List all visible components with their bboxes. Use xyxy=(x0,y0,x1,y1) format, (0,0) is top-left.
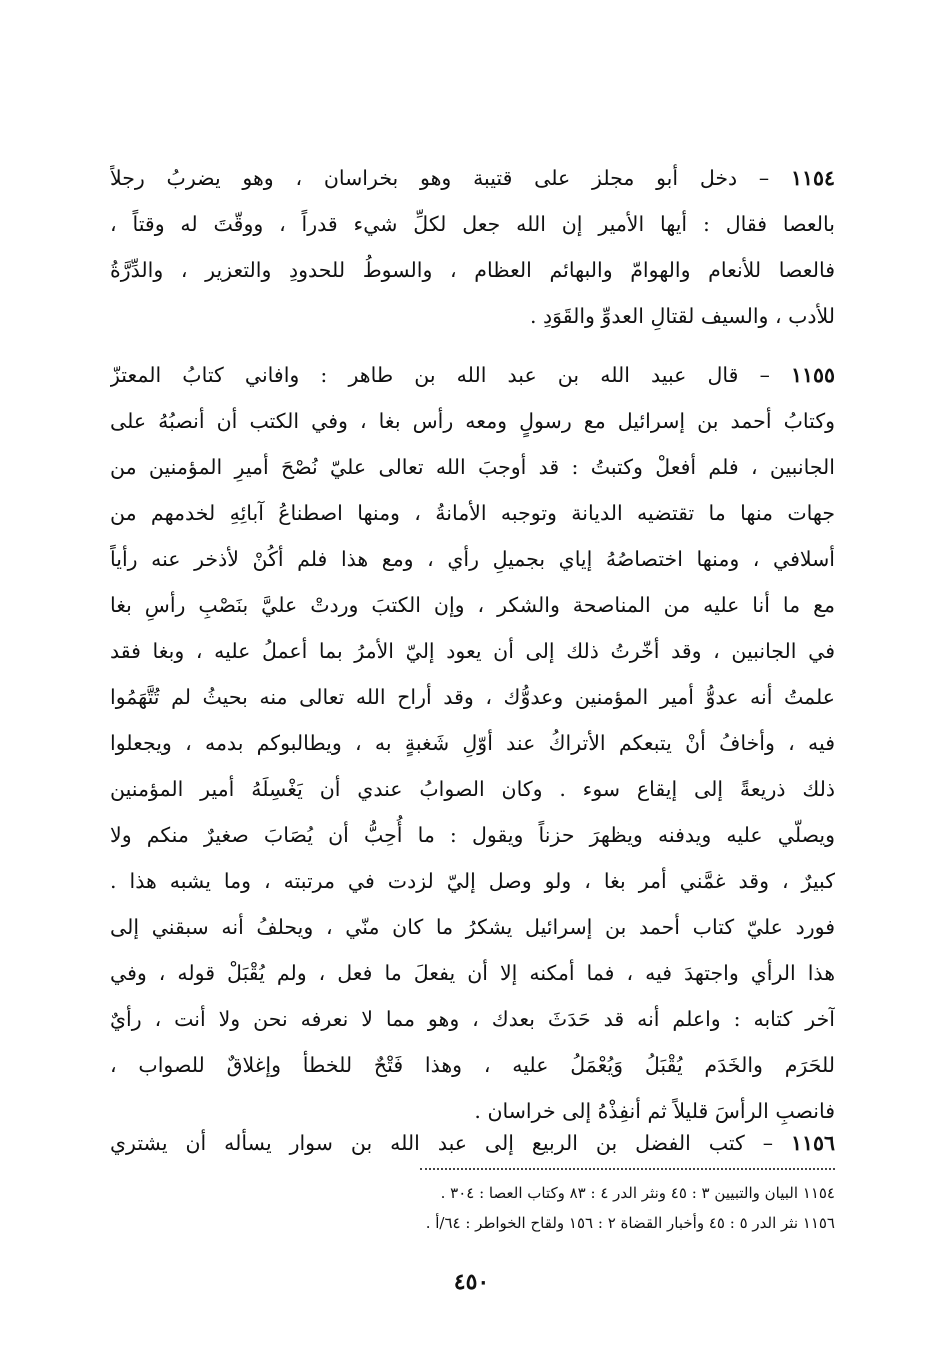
footnote: ١١٥٦ نثر الدر ٥ : ٤٥ وأخبار القضاة ٢ : ١٥٦ ولقاح الخواطر : ٦٤/أ . xyxy=(425,1214,835,1232)
paragraph-1155 xyxy=(110,352,835,1134)
paragraph-number: ١١٥٥ xyxy=(790,363,835,387)
paragraph-line: هذا الرأي واجتهدَ فيه ، فما أمكنه إلا أن يفعلَ ما فعل ، ولم يُقْبَلْ قوله ، وفي xyxy=(110,961,835,985)
paragraph-line: جهات منها ما تقتضيه الديانة وتوجبه الأمانةُ ، ومنها اصطناعُ آبائِهِ لخدمهم من xyxy=(110,501,835,525)
paragraph-line: فورد عليّ كتاب أحمد بن إسرائيل يشكرُ ما كان منّي ، ويحلفُ أنه سبقني إلى xyxy=(110,915,835,939)
paragraph-line xyxy=(110,155,835,201)
paragraph-line: للحَرَم والخَدَم يُقْبَلُ وَيُعْمَلُ عليه ، وهذا فَتْحٌ للخطأ وإغلاقٌ للصواب ، xyxy=(110,1053,835,1077)
paragraph-line xyxy=(110,1120,835,1166)
paragraph-line: ذلك ذريعةً إلى إيقاع سوء . وكان الصوابُ عندي أن يَغْسِلَهُ أمير المؤمنين xyxy=(110,777,835,801)
paragraph-line: فانصبِ الرأسَ قليلاً ثم أنفِذْهُ إلى خراسان . xyxy=(474,1099,835,1123)
paragraph-line: كبيرٌ ، وقد غمَّني أمر بغا ، ولو وصل إليّ لزدت في مرتبته ، وما يشبه هذا . xyxy=(110,869,835,893)
paragraph-line xyxy=(110,352,835,398)
paragraph-line: وكتابُ أحمد بن إسرائيل مع رسولٍ ومعه رأس بغا ، وفي الكتب أن أنصبُهُ على xyxy=(110,409,835,433)
paragraph-line: بالعصا فقال : أيها الأمير إن الله جعل لكلِّ شيء قدراً ، ووقّتَ له وقتاً ، xyxy=(110,212,835,236)
paragraph-line-text: قال عبيد الله بن عبد الله بن طاهر : وافاني كتابُ المعتزّ xyxy=(110,363,739,387)
paragraph-line: في الجانبين ، وقد أخّرتُ ذلك إلى أن يعود إليّ الأمرُ بما أعملُ عليه ، وبغا فقد xyxy=(110,639,835,663)
paragraph-line: للأدب ، والسيف لقتالِ العدوِّ والقَوَدِ . xyxy=(529,304,835,328)
paragraph-line: آخر كتابه : واعلم أنه قد حَدَثَ بعدك ، وهو مما لا نعرفه نحن ولا أنت ، رأيٌ xyxy=(110,1007,835,1031)
paragraph-line: مع ما أنا عليه من المناصحة والشكر ، وإن الكتبَ وردتْ عليَّ بنَصْبِ رأسِ بغا xyxy=(110,593,835,617)
paragraph-line: فالعصا للأنعام والهوامّ والبهائم العظام ، والسوطُ للحدودِ والتعزير ، والدِّرَّةُ xyxy=(110,258,835,282)
paragraph-1154 xyxy=(110,155,835,339)
paragraph-line: الجانبين ، فلم أفعلْ وكتبتُ : قد أوجبَ الله تعالى عليّ نُصْحَ أميرِ المؤمنين من xyxy=(110,455,835,479)
paragraph-dash: – xyxy=(744,1131,791,1155)
footnotes xyxy=(200,1178,835,1238)
paragraph-number: ١١٥٤ xyxy=(790,166,835,190)
paragraph-line-text: كتب الفضل بن الربيع إلى عبد الله بن سوار يسأله أن يشتري xyxy=(110,1131,745,1155)
paragraph-number: ١١٥٦ xyxy=(790,1131,835,1155)
footnote: ١١٥٤ البيان والتبيين ٣ : ٤٥ ونثر الدر ٤ : ٨٣ وكتاب العصا : ٣٠٤ . xyxy=(440,1184,835,1202)
paragraph-1156 xyxy=(110,1120,835,1166)
paragraph-line: علمتُ أنه عدوُّ أمير المؤمنين وعدوُّك ، وقد أراح الله تعالى منه بحيثُ لم تُتَّهَمُوا xyxy=(110,685,835,709)
paragraph-line: ويصلّي عليه ويدفنه ويظهرَ حزناً ويقول : ما أُحِبُّ أن يُصَابَ صغيرٌ منكم ولا xyxy=(110,823,835,847)
footnote-separator xyxy=(420,1168,835,1170)
paragraph-dash: – xyxy=(737,166,791,190)
page-number: ٤٥٠ xyxy=(453,1269,490,1295)
paragraph-dash: – xyxy=(738,363,791,387)
paragraph-line-text: دخل أبو مجلز على قتيبة وهو بخراسان ، وهو يضربُ رجلاً xyxy=(110,166,738,190)
paragraph-line: فيه ، وأخافُ أنْ يتبعكم الأتراكُ عند أوّلِ شَغبةٍ به ، ويطالبوكم بدمه ، ويجعلوا xyxy=(110,731,835,755)
paragraph-line: أسلافي ، ومنها اختصاصُهُ إياي بجميلِ رأي ، ومع هذا فلم أكُنْ لأذخر عنه رأياً xyxy=(110,547,835,571)
